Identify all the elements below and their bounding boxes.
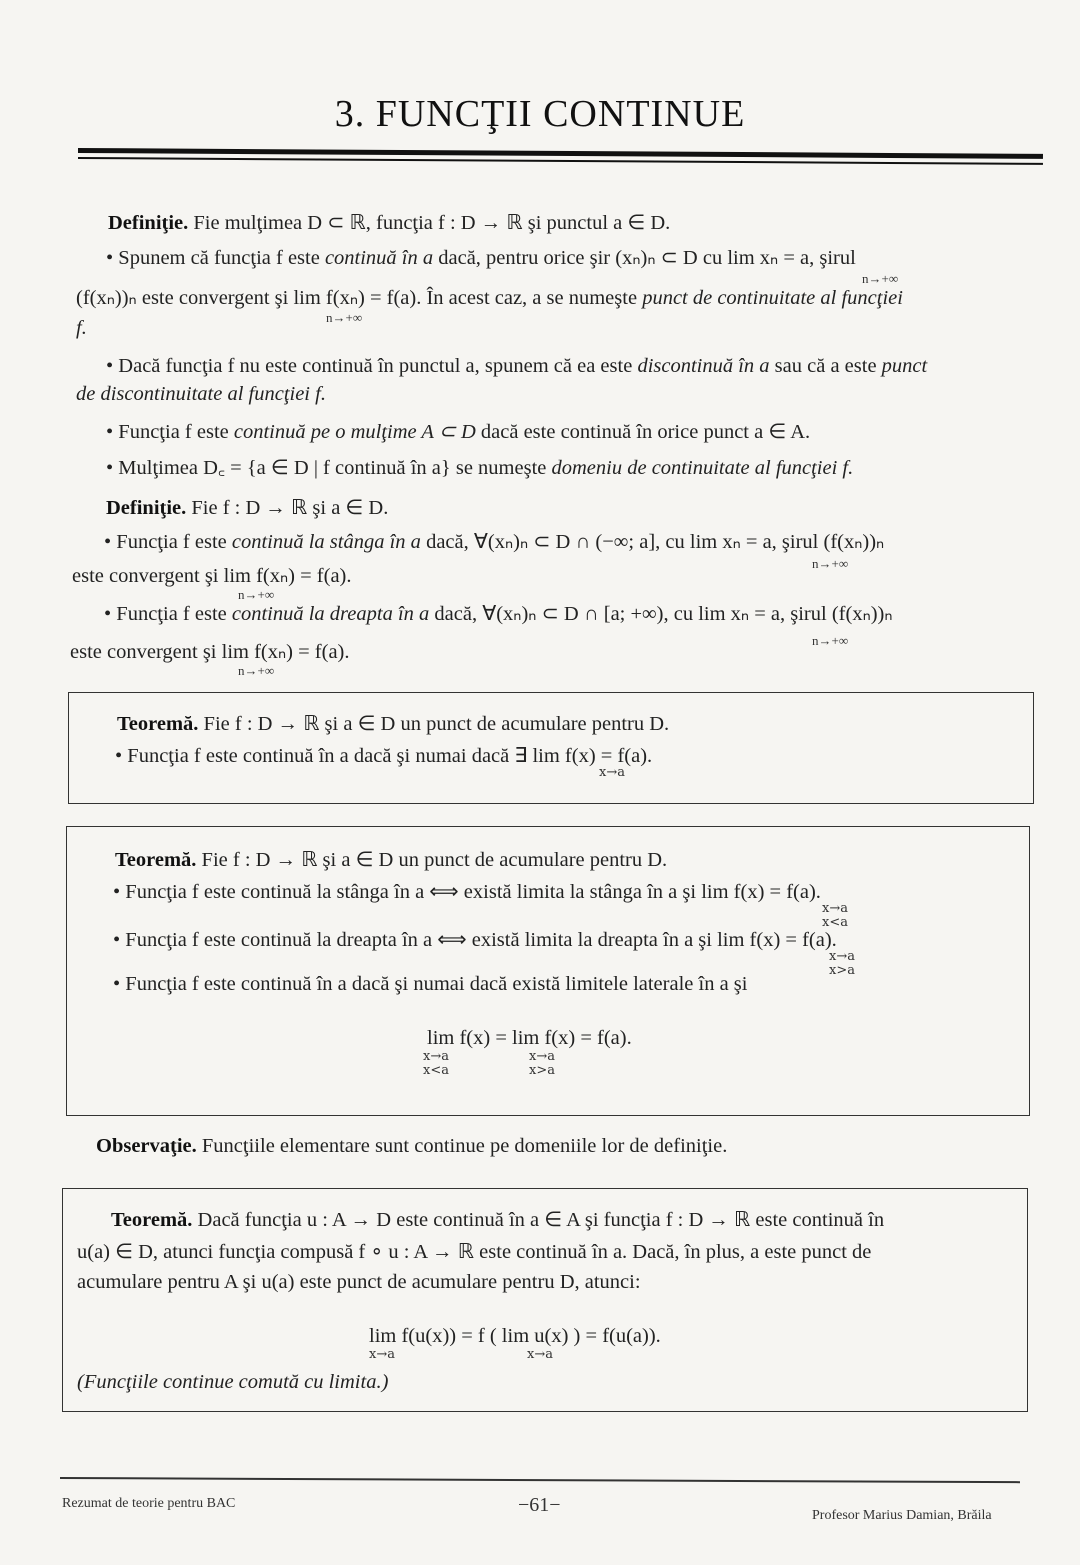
definition-bullet-discontinuous: • Dacă funcţia f nu este continuă în punctul a, spunem că ea este discontinuă în a sau că a este punct xyxy=(106,355,928,377)
limit-subscript: n→+∞ xyxy=(238,587,275,602)
theorem-bullet-right: • Funcţia f este continuă la dreapta în a ⟺ există limita la dreapta în a şi lim f(x) = f(a). xyxy=(113,929,837,951)
composition-limit-formula: lim f(u(x)) = f ( lim u(x) ) = f(u(a)). xyxy=(369,1325,661,1347)
theorem-box-3: Teoremă. Dacă funcţia u : A → D este continuă în a ∈ A şi funcţia f : D → ℝ este continuă în u(a) ∈ D, atunci funcţia compusă f ∘ u : A → ℝ este continuă în a. Dacă, în plus, a este punct de acumulare pentru A şi u(a) este punct de acumulare pentru D, atunci: lim f(u(x)) = f ( lim u(x) ) = f(u(a)). x→a x→a (Funcţiile continue comută cu limita.) xyxy=(62,1188,1028,1412)
limit-subscript: n→+∞ xyxy=(862,271,899,286)
theorem-heading: Teoremă. xyxy=(115,849,197,871)
definition-intro: Fie mulţimea D ⊂ ℝ, funcţia f : D → ℝ şi punctul a ∈ D. xyxy=(193,212,671,234)
theorem-box-2: Teoremă. Fie f : D → ℝ şi a ∈ D un punct de acumulare pentru D. • Funcţia f este continuă la stânga în a ⟺ există limita la stânga în a şi lim f(x) = f(a). x→a x<a • Funcţia f este continuă la dreapta în a ⟺ există limita la dreapta în a şi lim f(x) = f(a). x→a x>a • Funcţia f este continuă în a dacă şi numai dacă există limitele laterale în a şi lim f(x) = lim f(x) = f(a). x→a x<a x→a x>a xyxy=(66,826,1030,1116)
definition-intro: Fie f : D → ℝ şi a ∈ D. xyxy=(191,497,389,519)
theorem-bullet-left: • Funcţia f este continuă la stânga în a ⟺ există limita la stânga în a şi lim f(x) = f(a). xyxy=(113,881,821,903)
limit-subscript: x→a xyxy=(599,765,625,780)
limit-subscript: n→+∞ xyxy=(812,556,849,571)
limit-subscript: n→+∞ xyxy=(326,310,363,325)
definition-heading: Definiţie. xyxy=(108,212,189,234)
document-page: 3. FUNCŢII CONTINUE Definiţie. Fie mulţimea D ⊂ ℝ, funcţia f : D → ℝ şi punctul a ∈ D. • Spunem că funcţia f este continuă în a dacă, pentru orice şir (xₙ)ₙ ⊂ D cu lim xₙ = a, şirul n→+∞ (f(xₙ))ₙ este convergent şi lim f(xₙ) = f(a). În acest caz, a se numeşte punct de continuitate al funcţiei n→+∞ f. • Dacă funcţia f nu este continuă în punctul a, spunem că ea este discontinuă în a sau că a este punct de discontinuitate al funcţiei f. • Funcţia f este continuă pe o mulţime A ⊂ D dacă este continuă în orice punct a ∈ A. • Mulţimea D꜀ = {a ∈ D | f continuă în a} se numeşte domeniu de continuitate al funcţiei f. Definiţie. Fie f : D → ℝ şi a ∈ D. • Funcţia f este continuă la stânga în a dacă, ∀(xₙ)ₙ ⊂ D ∩ (−∞; a], cu lim xₙ = a, şirul (f(xₙ))ₙ n→+∞ este convergent şi lim f(xₙ) = f(a). n→+∞ • Funcţia f este continuă la dreapta în a dacă, ∀(xₙ)ₙ ⊂ D ∩ [a; +∞), cu lim xₙ = a, şirul (f(xₙ))ₙ n→+∞ este convergent şi lim f(xₙ) = f(a). n→+∞ Teoremă. Fie f : D → ℝ şi a ∈ D un punct de acumulare pentru D. • Funcţia f este continuă în a dacă şi numai dacă ∃ lim f(x) = f(a). x→a Teoremă. Fie f : D → ℝ şi a ∈ D un punct de acumulare pentru D. • Funcţia f este continuă la stânga în a ⟺ există limita la stânga în a şi lim f(x) = f(a). x→a x<a • Funcţia f este continuă la dreapta în a ⟺ există limita la dreapta în a şi lim f(x) = f(a). x→a x>a • Funcţia f este continuă în a dacă şi numai dacă există limitele laterale în a şi lim f(x) = lim f(x) = f(a). x→a x<a x→a x>a Observaţie. Funcţiile elementare sunt continue pe domeniile lor de definiţie. Teoremă. Dacă funcţia u : A → D este continuă în a ∈ A şi funcţia f : D → ℝ este continuă în u(a) ∈ D, atunci funcţia compusă f ∘ u : A → ℝ este continuă în a. Dacă, în plus, a este punct de acumulare pentru A şi u(a) este punct de acumulare pentru D, atunci: lim f(u(x)) = f ( lim u(x) ) = f(u(a)). x→a x→a (Funcţiile continue comută cu limita.) Rezumat de teorie pentru BAC −61− Profesor Marius Damian, Brăila xyxy=(0,0,1080,1565)
limit-subscript: n→+∞ xyxy=(812,633,849,648)
page-number: −61− xyxy=(518,1494,561,1516)
theorem-intro: Fie f : D → ℝ şi a ∈ D un punct de acumulare pentru D. xyxy=(201,849,668,871)
observation-text: Funcţiile elementare sunt continue pe domeniile lor de definiţie. xyxy=(201,1135,728,1157)
definition-bullet-left: • Funcţia f este continuă la stânga în a dacă, ∀(xₙ)ₙ ⊂ D ∩ (−∞; a], cu lim xₙ = a, şirul (f(xₙ))ₙ xyxy=(104,531,885,553)
chapter-title: 3. FUNCŢII CONTINUE xyxy=(334,93,746,135)
theorem-heading: Teoremă. xyxy=(117,713,199,735)
definition-heading: Definiţie. xyxy=(106,497,187,519)
observation-heading: Observaţie. xyxy=(96,1135,197,1157)
definition-bullet-right: • Funcţia f este continuă la dreapta în a dacă, ∀(xₙ)ₙ ⊂ D ∩ [a; +∞), cu lim xₙ = a, şirul (f(xₙ))ₙ xyxy=(104,603,893,625)
footer-rule xyxy=(60,1477,1020,1483)
theorem-note: (Funcţiile continue comută cu limita.) xyxy=(77,1371,389,1393)
theorem-bullet: • Funcţia f este continuă în a dacă şi numai dacă ∃ lim f(x) = f(a). xyxy=(115,745,653,767)
footer-right: Profesor Marius Damian, Brăila xyxy=(812,1508,992,1523)
limit-subscript: n→+∞ xyxy=(238,663,275,678)
definition-bullet-continuous-set: • Funcţia f este continuă pe o mulţime A ⊂ D dacă este continuă în orice punct a ∈ A. xyxy=(106,421,811,443)
theorem-heading: Teoremă. xyxy=(111,1209,193,1231)
theorem-box-1 xyxy=(68,692,1034,804)
definition-bullet-domain: • Mulţimea D꜀ = {a ∈ D | f continuă în a} se numeşte domeniu de continuitate al funcţiei f. xyxy=(106,457,854,479)
footer-left: Rezumat de teorie pentru BAC xyxy=(62,1496,236,1511)
theorem-intro: Fie f : D → ℝ şi a ∈ D un punct de acumulare pentru D. xyxy=(203,713,670,735)
title-rule-thin xyxy=(78,157,1043,165)
lateral-limits-formula: lim f(x) = lim f(x) = f(a). xyxy=(427,1027,632,1049)
definition-bullet-continuous: • Spunem că funcţia f este continuă în a dacă, pentru orice şir (xₙ)ₙ ⊂ D cu lim xₙ = a, şirul xyxy=(106,247,856,269)
theorem-bullet-both: • Funcţia f este continuă în a dacă şi numai dacă există limitele laterale în a şi xyxy=(113,973,748,995)
